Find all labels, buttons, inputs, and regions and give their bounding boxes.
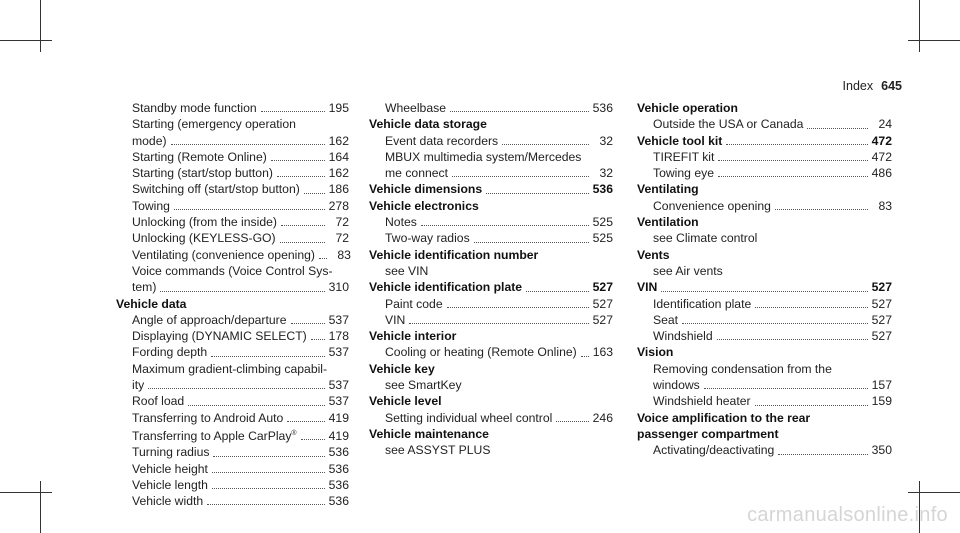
index-subentry[interactable] [116, 214, 349, 230]
dot-leader [311, 339, 325, 340]
index-heading: Vehicle identification number [369, 247, 539, 262]
index-subentry: see ASSYST PLUS [385, 443, 491, 458]
dot-leader [807, 128, 868, 129]
entry-text: Fording depth [132, 345, 208, 360]
dot-leader [211, 356, 324, 357]
entry-text: Seat [653, 312, 679, 327]
crop-mark [0, 40, 52, 41]
index-subentry[interactable] [116, 377, 349, 393]
dot-leader [718, 176, 868, 177]
entry-text: Starting (start/stop button) [132, 166, 273, 181]
index-subentry: Removing condensation from the [653, 361, 832, 376]
dot-leader [452, 176, 589, 177]
dot-leader [148, 388, 324, 389]
dot-leader [556, 421, 588, 422]
page-reference[interactable]: 537 [328, 312, 349, 327]
entry-text: VIN [385, 312, 406, 327]
index-subentry[interactable] [637, 198, 892, 214]
dot-leader [486, 193, 589, 194]
index-subentry: see SmartKey [385, 378, 462, 393]
dot-leader [261, 111, 325, 112]
index-heading: Vehicle level [369, 394, 442, 409]
page-reference[interactable]: 536 [592, 182, 613, 197]
index-subentry[interactable] [116, 181, 349, 197]
entry-text: Ventilating (convenience opening) [132, 247, 315, 262]
page-reference[interactable]: 525 [592, 231, 613, 246]
index-subentry[interactable] [116, 493, 349, 509]
dot-leader [421, 225, 589, 226]
index-subentry: see Climate control [653, 231, 758, 246]
page-reference[interactable]: 83 [337, 247, 351, 262]
index-subentry[interactable] [116, 393, 349, 409]
index-subentry[interactable] [116, 165, 349, 181]
crop-mark [919, 0, 920, 52]
page-reference[interactable]: 72 [335, 231, 349, 246]
entry-text: Displaying (DYNAMIC SELECT) [132, 329, 307, 344]
dot-leader [502, 144, 589, 145]
entry-text: Roof load [132, 394, 185, 409]
index-subentry: Maximum gradient-climbing capabil- [132, 361, 328, 376]
entry-text: Transferring to Apple CarPlay® [132, 429, 297, 443]
dot-leader [291, 323, 325, 324]
entry-text: Vehicle width [132, 494, 204, 509]
index-subentry: Starting (emergency operation [132, 117, 296, 132]
index-subentry[interactable] [116, 133, 349, 149]
dot-leader [726, 144, 867, 145]
index-column-2 [369, 100, 613, 459]
entry-text: Windshield [653, 329, 713, 344]
index-heading: Vehicle interior [369, 329, 457, 344]
dot-leader [287, 421, 324, 422]
entry-text: Cooling or heating (Remote Online) [385, 345, 577, 360]
index-subentry[interactable] [116, 312, 349, 328]
page-reference[interactable]: 186 [328, 182, 349, 197]
index-subentry: MBUX multimedia system/Mercedes [385, 149, 582, 164]
index-heading[interactable] [637, 133, 892, 149]
dot-leader [778, 454, 867, 455]
page-reference[interactable]: 527 [871, 312, 892, 327]
index-subentry[interactable] [369, 312, 613, 328]
index-heading[interactable] [369, 181, 613, 197]
dot-leader [277, 176, 325, 177]
index-subentry[interactable] [637, 312, 892, 328]
entry-text: Windshield heater [653, 394, 751, 409]
index-heading: Vehicle data [116, 296, 187, 311]
dot-leader [212, 472, 325, 473]
page-reference[interactable]: 536 [592, 101, 613, 115]
entry-text: Starting (Remote Online) [132, 149, 267, 164]
index-heading: Vehicle electronics [369, 198, 479, 213]
page-reference[interactable]: 525 [592, 215, 613, 230]
page-reference[interactable]: 472 [871, 149, 892, 164]
page-number: 645 [881, 79, 902, 93]
dot-leader [213, 456, 324, 457]
entry-text: Standby mode function [132, 101, 257, 115]
entry-text: ity [132, 378, 145, 393]
dot-leader [271, 160, 325, 161]
dot-leader [319, 258, 327, 259]
dot-leader [304, 193, 325, 194]
page-reference[interactable]: 195 [328, 101, 349, 115]
page-reference[interactable]: 246 [592, 410, 613, 425]
page-reference[interactable]: 537 [328, 394, 349, 409]
entry-text: Convenience opening [653, 198, 771, 213]
page-reference[interactable]: 419 [328, 410, 349, 425]
index-column-1 [116, 100, 349, 509]
page-reference[interactable]: 157 [871, 378, 892, 393]
entry-text: Vehicle height [132, 461, 208, 476]
page-reference[interactable]: 536 [328, 494, 349, 509]
dot-leader [704, 388, 868, 389]
index-subentry[interactable] [116, 149, 349, 165]
entry-text: Transferring to Android Auto [132, 410, 284, 425]
dot-leader [212, 488, 325, 489]
index-subentry[interactable] [369, 410, 613, 426]
page-reference[interactable]: 527 [592, 280, 613, 295]
index-subentry[interactable] [369, 214, 613, 230]
page-reference[interactable]: 350 [871, 443, 892, 458]
index-subentry[interactable] [637, 149, 892, 165]
index-subentry[interactable] [369, 165, 613, 181]
dot-leader [775, 209, 868, 210]
page-reference[interactable]: 537 [328, 345, 349, 360]
index-heading: Vehicle maintenance [369, 426, 489, 441]
entry-text: windows [653, 378, 700, 393]
entry-text: Notes [385, 215, 417, 230]
page-reference[interactable]: 162 [328, 166, 349, 181]
index-subentry[interactable] [369, 230, 613, 246]
entry-text: Unlocking (KEYLESS-GO) [132, 231, 276, 246]
index-heading[interactable] [369, 279, 613, 295]
registered-mark: ® [291, 429, 297, 437]
index-subentry: see Air vents [653, 263, 723, 278]
entry-text: Switching off (start/stop button) [132, 182, 300, 197]
entry-text: Paint code [385, 296, 443, 311]
entry-text: Vehicle dimensions [369, 182, 483, 197]
index-subentry[interactable] [637, 116, 892, 132]
index-heading: passenger compartment [637, 426, 779, 441]
page-reference[interactable]: 472 [871, 133, 892, 148]
index-subentry[interactable] [116, 461, 349, 477]
page-reference[interactable]: 419 [328, 429, 349, 443]
index-subentry[interactable] [116, 344, 349, 360]
dot-leader [661, 291, 867, 292]
index-subentry[interactable] [369, 100, 613, 116]
page-reference[interactable]: 536 [328, 461, 349, 476]
dot-leader [755, 405, 868, 406]
index-subentry[interactable] [116, 279, 349, 295]
index-subentry[interactable] [116, 100, 349, 116]
index-heading: Vision [637, 345, 674, 360]
entry-text: Identification plate [653, 296, 752, 311]
section-label: Index [842, 79, 874, 93]
crop-mark [908, 492, 960, 493]
dot-leader [450, 111, 589, 112]
entry-text: Angle of approach/departure [132, 312, 287, 327]
entry-text: me connect [385, 166, 449, 181]
entry-text: Vehicle length [132, 477, 208, 492]
index-heading: Vehicle key [369, 361, 435, 376]
index-subentry[interactable] [637, 296, 892, 312]
crop-mark [40, 0, 41, 52]
index-heading[interactable] [637, 279, 892, 295]
index-subentry[interactable] [116, 198, 349, 214]
page-reference[interactable]: 536 [328, 445, 349, 460]
page-reference[interactable]: 310 [328, 280, 349, 295]
entry-text: Activating/deactivating [653, 443, 775, 458]
dot-leader [581, 356, 589, 357]
dot-leader [526, 291, 589, 292]
crop-mark [908, 40, 960, 41]
page-header [843, 79, 902, 93]
dot-leader [280, 242, 325, 243]
dot-leader [281, 225, 325, 226]
page-reference[interactable]: 72 [335, 215, 349, 230]
index-subentry[interactable] [116, 444, 349, 460]
page-reference[interactable]: 278 [328, 198, 349, 213]
index-subentry[interactable] [116, 230, 349, 246]
entry-text: Unlocking (from the inside) [132, 215, 277, 230]
entry-text: tem) [132, 280, 157, 295]
page-reference[interactable]: 162 [328, 133, 349, 148]
page-reference[interactable]: 159 [871, 394, 892, 409]
entry-text: Vehicle tool kit [637, 133, 723, 148]
entry-text: Vehicle identification plate [369, 280, 523, 295]
index-subentry[interactable] [116, 247, 349, 263]
page-reference[interactable]: 527 [592, 296, 613, 311]
index-heading: Vehicle operation [637, 101, 738, 115]
entry-text: Two-way radios [385, 231, 470, 246]
dot-leader [409, 323, 588, 324]
entry-text: VIN [637, 280, 658, 295]
entry-text: Wheelbase [385, 101, 446, 115]
page-reference[interactable]: 486 [871, 166, 892, 181]
index-subentry: see VIN [385, 263, 429, 278]
index-subentry[interactable] [369, 296, 613, 312]
entry-text: TIREFIT kit [653, 149, 715, 164]
page-reference[interactable]: 24 [878, 117, 892, 132]
index-subentry[interactable] [116, 477, 349, 493]
crop-mark [0, 492, 52, 493]
page-reference[interactable]: 164 [328, 149, 349, 164]
page-reference[interactable]: 527 [592, 312, 613, 327]
index-subentry[interactable] [637, 165, 892, 181]
dot-leader [188, 405, 324, 406]
dot-leader [717, 339, 868, 340]
page-reference[interactable]: 527 [871, 280, 892, 295]
index-subentry[interactable] [116, 328, 349, 344]
entry-text: Turning radius [132, 445, 210, 460]
watermark: carmanualsonline.info [747, 504, 948, 526]
entry-text: Setting individual wheel control [385, 410, 553, 425]
index-heading: Ventilating [637, 182, 699, 197]
index-subentry: Voice commands (Voice Control Sys- [132, 263, 333, 278]
entry-text: Event data recorders [385, 133, 499, 148]
index-heading: Voice amplification to the rear [637, 410, 811, 425]
index-subentry[interactable] [637, 442, 892, 458]
page-reference[interactable]: 178 [328, 329, 349, 344]
crop-mark [40, 481, 41, 533]
dot-leader [755, 307, 867, 308]
index-heading: Ventilation [637, 215, 699, 230]
index-subentry[interactable] [637, 328, 892, 344]
index-subentry[interactable] [369, 344, 613, 360]
index-column-3 [637, 100, 892, 459]
index-subentry[interactable] [116, 426, 349, 444]
page-reference[interactable]: 537 [328, 378, 349, 393]
dot-leader [682, 323, 868, 324]
entry-text: Outside the USA or Canada [653, 117, 804, 132]
entry-text: Towing eye [653, 166, 714, 181]
index-subentry[interactable] [116, 410, 349, 426]
index-subentry[interactable] [369, 133, 613, 149]
page-reference[interactable]: 527 [871, 296, 892, 311]
page-reference[interactable]: 527 [871, 329, 892, 344]
index-heading: Vehicle data storage [369, 117, 487, 132]
dot-leader [171, 144, 325, 145]
page-reference[interactable]: 536 [328, 477, 349, 492]
index-subentry[interactable] [637, 393, 892, 409]
dot-leader [160, 291, 324, 292]
dot-leader [474, 242, 589, 243]
dot-leader [718, 160, 867, 161]
page-reference[interactable]: 163 [592, 345, 614, 360]
dot-leader [301, 439, 325, 440]
dot-leader [174, 209, 325, 210]
page-reference[interactable]: 32 [599, 166, 613, 181]
index-subentry[interactable] [637, 377, 892, 393]
page-reference[interactable]: 32 [599, 133, 613, 148]
entry-text: mode) [132, 133, 167, 148]
index-heading: Vents [637, 247, 670, 262]
page-reference[interactable]: 83 [878, 198, 892, 213]
entry-text: Towing [132, 198, 170, 213]
dot-leader [447, 307, 589, 308]
dot-leader [207, 504, 325, 505]
